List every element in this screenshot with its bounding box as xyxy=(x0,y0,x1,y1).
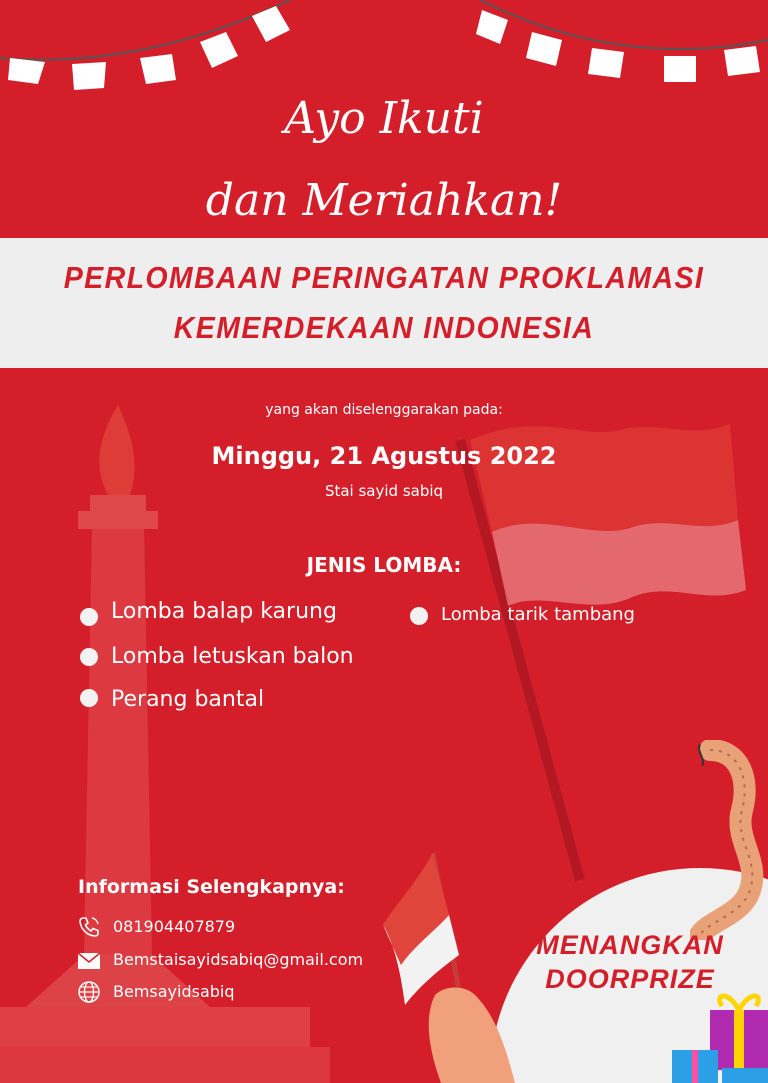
prize-line-2: DOORPRIZE xyxy=(545,964,715,994)
contact-heading: Informasi Selengkapnya: xyxy=(78,876,345,898)
hand-flag-illustration xyxy=(375,845,535,1083)
title-line-2: KEMERDEKAAN INDONESIA xyxy=(173,310,595,345)
email-icon xyxy=(77,951,101,971)
headline-line-1: Ayo Ikuti xyxy=(284,93,484,144)
contact-social: Bemsayidsabiq xyxy=(113,982,235,1001)
event-intro: yang akan diselenggarakan pada: xyxy=(265,402,503,418)
phone-icon xyxy=(77,915,101,939)
event-date: Minggu, 21 Agustus 2022 xyxy=(211,442,557,470)
globe-icon xyxy=(77,980,101,1004)
gift-boxes-illustration xyxy=(668,980,768,1083)
competition-item: Lomba balap karung xyxy=(111,599,337,624)
bullet-icon xyxy=(80,689,98,707)
contact-phone: 081904407879 xyxy=(113,917,236,936)
headline xyxy=(0,78,768,242)
bullet-icon xyxy=(410,607,428,625)
title-band xyxy=(0,238,768,368)
bullet-icon xyxy=(80,648,98,666)
title-line-1: PERLOMBAAN PERINGATAN PROKLAMASI xyxy=(63,260,705,295)
competition-item: Lomba tarik tambang xyxy=(441,604,635,625)
headline-line-2: dan Meriahkan! xyxy=(205,175,563,226)
competitions-heading: JENIS LOMBA: xyxy=(306,553,462,577)
bullet-icon xyxy=(80,608,98,626)
competition-item: Lomba letuskan balon xyxy=(111,644,354,669)
prize-line-1: MENANGKAN xyxy=(536,930,724,960)
event-venue: Stai sayid sabiq xyxy=(324,482,444,500)
contact-email: Bemstaisayidsabiq@gmail.com xyxy=(113,950,364,969)
cracker-illustration xyxy=(690,740,768,940)
competition-item: Perang bantal xyxy=(111,687,265,712)
